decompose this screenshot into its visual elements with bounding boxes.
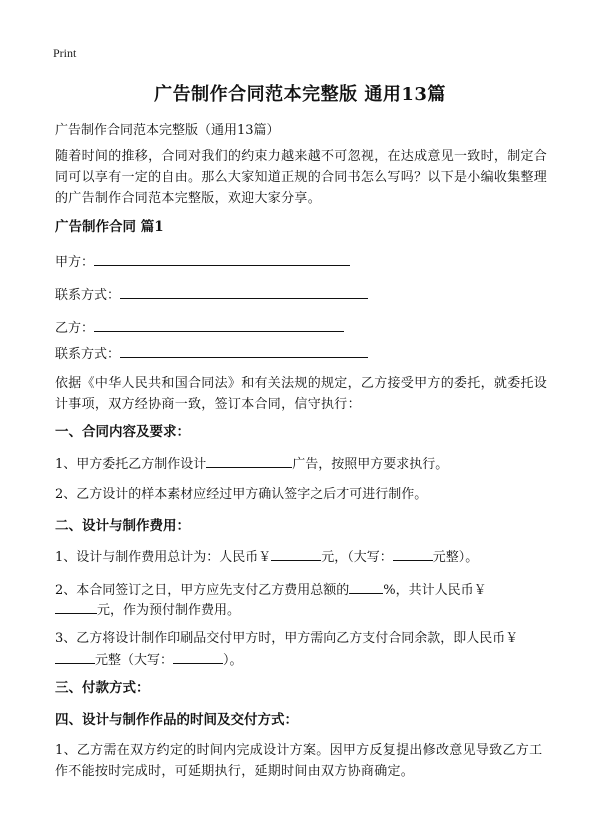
contact-a-row	[55, 285, 368, 305]
heading-delivery: 四、设计与制作作品的时间及交付方式：	[55, 712, 298, 728]
party-a-row	[55, 252, 350, 272]
print-link[interactable]: Print	[53, 46, 77, 60]
contact-b-blank	[120, 344, 368, 358]
heading-payment-method: 三、付款方式：	[55, 680, 150, 696]
contact-b-label: 联系方式：	[55, 347, 121, 362]
heading-fees: 二、设计与制作费用：	[55, 518, 190, 534]
heading-contract-content: 一、合同内容及要求：	[55, 424, 190, 440]
fee-total-blank	[271, 547, 321, 561]
clause-1-2: 2、乙方设计的样本素材应经过甲方确认签字之后才可进行制作。	[55, 487, 428, 502]
ad-name-blank	[206, 454, 292, 468]
intro-paragraph: 随着时间的推移，合同对我们的约束力越来越不可忽视，在达成意见一致时，制定合同可以享有一定的自由。那么大家知道正规的合同书怎么写吗？以下是小编收集整理的广告制作合同范本完整版，欢迎大家分享。	[55, 149, 548, 206]
balance-words-blank	[173, 650, 223, 664]
page-title: 广告制作合同范本完整版 通用13篇	[154, 84, 446, 105]
fee-clause-2-cont: 元，作为预付制作费用。	[55, 600, 240, 620]
fee-clause-2: 2、本合同签订之日，甲方应先支付乙方费用总额的 %，共计人民币￥	[55, 580, 487, 600]
clause-1-1: 1、甲方委托乙方制作设计 广告，按照甲方要求执行。	[55, 454, 448, 474]
contact-a-label: 联系方式：	[55, 288, 121, 303]
preamble-paragraph: 依据《中华人民共和国合同法》和有关法规的规定，乙方接受甲方的委托，就委托设计事项，双方经协商一致，签订本合同，信守执行：	[55, 376, 548, 412]
fee-total-words-blank	[393, 547, 433, 561]
fee-clause-3: 3、乙方将设计制作印刷品交付甲方时，甲方需向乙方支付合同余款，即人民币￥	[55, 631, 519, 646]
prepay-percent-blank	[349, 580, 383, 594]
balance-amount-blank	[55, 650, 95, 664]
fee-clause-3-cont: 元整（大写： ）。	[55, 650, 243, 670]
party-b-blank	[94, 318, 344, 332]
party-b-label: 乙方：	[55, 321, 95, 336]
contact-a-blank	[120, 285, 368, 299]
fee-clause-1: 1、设计与制作费用总计为：人民币￥ 元，（大写： 元整）。	[55, 547, 478, 567]
prepay-amount-blank	[55, 600, 97, 614]
delivery-clause-1: 1、乙方需在双方约定的时间内完成设计方案。因甲方反复提出修改意见导致乙方工作不能按时完成时，可延期执行，延期时间由双方协商确定。	[55, 743, 543, 779]
contact-b-row	[55, 344, 368, 364]
section-title: 广告制作合同 篇1	[55, 219, 164, 235]
party-a-blank	[94, 252, 350, 266]
party-a-label: 甲方：	[55, 255, 95, 270]
party-b-row	[55, 318, 344, 338]
subtitle: 广告制作合同范本完整版（通用13篇）	[55, 123, 280, 138]
